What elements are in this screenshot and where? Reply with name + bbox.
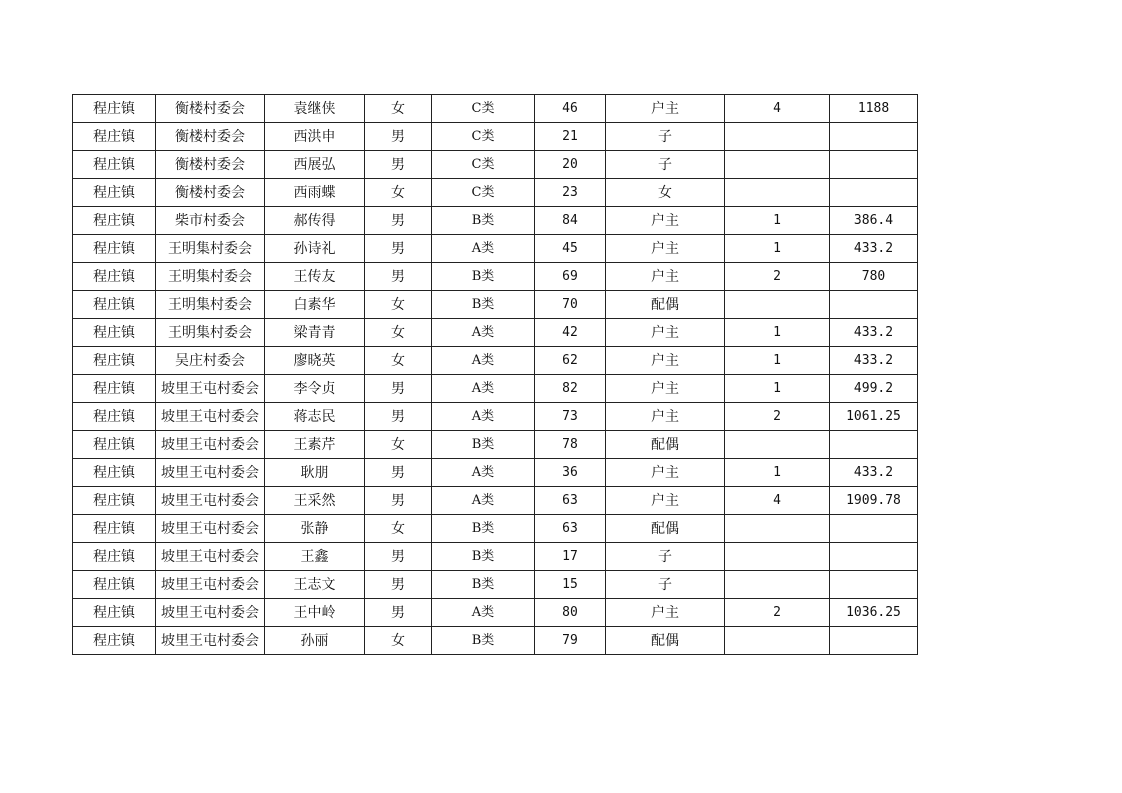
- category-cell[interactable]: B类: [432, 291, 535, 319]
- name-cell[interactable]: 西洪申: [265, 123, 365, 151]
- name-cell[interactable]: 张静: [265, 515, 365, 543]
- name-cell[interactable]: 王鑫: [265, 543, 365, 571]
- town-cell[interactable]: 程庄镇: [73, 95, 156, 123]
- name-cell[interactable]: 王中岭: [265, 599, 365, 627]
- town-cell[interactable]: 程庄镇: [73, 599, 156, 627]
- category-cell[interactable]: B类: [432, 431, 535, 459]
- amount-cell[interactable]: 1909.78: [830, 487, 918, 515]
- name-cell[interactable]: 王志文: [265, 571, 365, 599]
- gender-cell[interactable]: 男: [365, 487, 432, 515]
- gender-cell[interactable]: 男: [365, 403, 432, 431]
- relation-cell[interactable]: 配偶: [606, 515, 725, 543]
- name-cell[interactable]: 白素华: [265, 291, 365, 319]
- category-cell[interactable]: B类: [432, 515, 535, 543]
- village-cell[interactable]: 坡里王屯村委会: [156, 571, 265, 599]
- village-cell[interactable]: 王明集村委会: [156, 235, 265, 263]
- relation-cell[interactable]: 配偶: [606, 291, 725, 319]
- town-cell[interactable]: 程庄镇: [73, 291, 156, 319]
- town-cell[interactable]: 程庄镇: [73, 207, 156, 235]
- category-cell[interactable]: A类: [432, 403, 535, 431]
- amount-cell[interactable]: 1188: [830, 95, 918, 123]
- gender-cell[interactable]: 女: [365, 179, 432, 207]
- category-cell[interactable]: C类: [432, 151, 535, 179]
- amount-cell[interactable]: 386.4: [830, 207, 918, 235]
- name-cell[interactable]: 西雨蝶: [265, 179, 365, 207]
- gender-cell[interactable]: 女: [365, 627, 432, 655]
- age-cell[interactable]: 23: [535, 179, 606, 207]
- relation-cell[interactable]: 户主: [606, 95, 725, 123]
- age-cell[interactable]: 15: [535, 571, 606, 599]
- table-row: [73, 627, 918, 655]
- age-cell[interactable]: 36: [535, 459, 606, 487]
- age-cell[interactable]: 79: [535, 627, 606, 655]
- table-row: [73, 347, 918, 375]
- household-size-cell[interactable]: [725, 571, 830, 599]
- gender-cell[interactable]: 女: [365, 291, 432, 319]
- household-size-cell[interactable]: 4: [725, 487, 830, 515]
- name-cell[interactable]: 王素芹: [265, 431, 365, 459]
- household-size-cell[interactable]: 2: [725, 599, 830, 627]
- table-row: [73, 599, 918, 627]
- age-cell[interactable]: 73: [535, 403, 606, 431]
- age-cell[interactable]: 63: [535, 487, 606, 515]
- relation-cell[interactable]: 户主: [606, 375, 725, 403]
- village-cell[interactable]: 坡里王屯村委会: [156, 543, 265, 571]
- table-row: [73, 375, 918, 403]
- name-cell[interactable]: 孙丽: [265, 627, 365, 655]
- category-cell[interactable]: A类: [432, 375, 535, 403]
- town-cell[interactable]: 程庄镇: [73, 487, 156, 515]
- village-cell[interactable]: 衡楼村委会: [156, 95, 265, 123]
- household-size-cell[interactable]: [725, 627, 830, 655]
- category-cell[interactable]: C类: [432, 123, 535, 151]
- village-cell[interactable]: 坡里王屯村委会: [156, 403, 265, 431]
- roster-table: [72, 94, 918, 655]
- category-cell[interactable]: A类: [432, 459, 535, 487]
- name-cell[interactable]: 耿朋: [265, 459, 365, 487]
- amount-cell[interactable]: 433.2: [830, 235, 918, 263]
- age-cell[interactable]: 84: [535, 207, 606, 235]
- relation-cell[interactable]: 子: [606, 123, 725, 151]
- village-cell[interactable]: 坡里王屯村委会: [156, 431, 265, 459]
- category-cell[interactable]: B类: [432, 627, 535, 655]
- age-cell[interactable]: 70: [535, 291, 606, 319]
- village-cell[interactable]: 王明集村委会: [156, 263, 265, 291]
- village-cell[interactable]: 王明集村委会: [156, 291, 265, 319]
- gender-cell[interactable]: 男: [365, 375, 432, 403]
- town-cell[interactable]: 程庄镇: [73, 515, 156, 543]
- gender-cell[interactable]: 女: [365, 347, 432, 375]
- age-cell[interactable]: 82: [535, 375, 606, 403]
- amount-cell[interactable]: [830, 571, 918, 599]
- name-cell[interactable]: 西展弘: [265, 151, 365, 179]
- village-cell[interactable]: 坡里王屯村委会: [156, 515, 265, 543]
- village-cell[interactable]: 坡里王屯村委会: [156, 599, 265, 627]
- town-cell[interactable]: 程庄镇: [73, 263, 156, 291]
- amount-cell[interactable]: 433.2: [830, 347, 918, 375]
- amount-cell[interactable]: 780: [830, 263, 918, 291]
- age-cell[interactable]: 42: [535, 319, 606, 347]
- household-size-cell[interactable]: 2: [725, 403, 830, 431]
- relation-cell[interactable]: 女: [606, 179, 725, 207]
- name-cell[interactable]: 郝传得: [265, 207, 365, 235]
- amount-cell[interactable]: [830, 543, 918, 571]
- household-size-cell[interactable]: 1: [725, 319, 830, 347]
- household-size-cell[interactable]: [725, 123, 830, 151]
- gender-cell[interactable]: 男: [365, 235, 432, 263]
- relation-cell[interactable]: 配偶: [606, 431, 725, 459]
- age-cell[interactable]: 69: [535, 263, 606, 291]
- name-cell[interactable]: 王传友: [265, 263, 365, 291]
- table-row: [73, 207, 918, 235]
- town-cell[interactable]: 程庄镇: [73, 319, 156, 347]
- relation-cell[interactable]: 户主: [606, 263, 725, 291]
- town-cell[interactable]: 程庄镇: [73, 403, 156, 431]
- age-cell[interactable]: 45: [535, 235, 606, 263]
- village-cell[interactable]: 衡楼村委会: [156, 123, 265, 151]
- household-size-cell[interactable]: 1: [725, 207, 830, 235]
- gender-cell[interactable]: 男: [365, 571, 432, 599]
- town-cell[interactable]: 程庄镇: [73, 179, 156, 207]
- gender-cell[interactable]: 男: [365, 263, 432, 291]
- village-cell[interactable]: 衡楼村委会: [156, 179, 265, 207]
- name-cell[interactable]: 孙诗礼: [265, 235, 365, 263]
- village-cell[interactable]: 柴市村委会: [156, 207, 265, 235]
- relation-cell[interactable]: 户主: [606, 347, 725, 375]
- village-cell[interactable]: 坡里王屯村委会: [156, 459, 265, 487]
- table-row: [73, 431, 918, 459]
- amount-cell[interactable]: 433.2: [830, 319, 918, 347]
- town-cell[interactable]: 程庄镇: [73, 347, 156, 375]
- town-cell[interactable]: 程庄镇: [73, 459, 156, 487]
- roster-body: [73, 95, 918, 655]
- amount-cell[interactable]: 1061.25: [830, 403, 918, 431]
- relation-cell[interactable]: 户主: [606, 207, 725, 235]
- amount-cell[interactable]: [830, 179, 918, 207]
- amount-cell[interactable]: [830, 291, 918, 319]
- gender-cell[interactable]: 男: [365, 123, 432, 151]
- town-cell[interactable]: 程庄镇: [73, 151, 156, 179]
- table-row: [73, 123, 918, 151]
- town-cell[interactable]: 程庄镇: [73, 431, 156, 459]
- table-row: [73, 291, 918, 319]
- gender-cell[interactable]: 女: [365, 431, 432, 459]
- table-row: [73, 403, 918, 431]
- relation-cell[interactable]: 子: [606, 571, 725, 599]
- amount-cell[interactable]: 499.2: [830, 375, 918, 403]
- age-cell[interactable]: 17: [535, 543, 606, 571]
- table-row: [73, 235, 918, 263]
- gender-cell[interactable]: 女: [365, 319, 432, 347]
- gender-cell[interactable]: 男: [365, 207, 432, 235]
- table-row: [73, 487, 918, 515]
- relation-cell[interactable]: 户主: [606, 599, 725, 627]
- age-cell[interactable]: 63: [535, 515, 606, 543]
- gender-cell[interactable]: 男: [365, 599, 432, 627]
- household-size-cell[interactable]: [725, 431, 830, 459]
- amount-cell[interactable]: [830, 431, 918, 459]
- household-size-cell[interactable]: [725, 543, 830, 571]
- gender-cell[interactable]: 男: [365, 543, 432, 571]
- category-cell[interactable]: B类: [432, 263, 535, 291]
- relation-cell[interactable]: 户主: [606, 403, 725, 431]
- category-cell[interactable]: A类: [432, 235, 535, 263]
- table-row: [73, 263, 918, 291]
- table-row: [73, 151, 918, 179]
- village-cell[interactable]: 坡里王屯村委会: [156, 375, 265, 403]
- table-row: [73, 515, 918, 543]
- relation-cell[interactable]: 户主: [606, 487, 725, 515]
- category-cell[interactable]: A类: [432, 347, 535, 375]
- household-size-cell[interactable]: 1: [725, 347, 830, 375]
- category-cell[interactable]: B类: [432, 207, 535, 235]
- town-cell[interactable]: 程庄镇: [73, 627, 156, 655]
- category-cell[interactable]: B类: [432, 543, 535, 571]
- table-row: [73, 459, 918, 487]
- relation-cell[interactable]: 户主: [606, 319, 725, 347]
- category-cell[interactable]: C类: [432, 95, 535, 123]
- category-cell[interactable]: B类: [432, 571, 535, 599]
- gender-cell[interactable]: 女: [365, 515, 432, 543]
- table-row: [73, 179, 918, 207]
- town-cell[interactable]: 程庄镇: [73, 123, 156, 151]
- town-cell[interactable]: 程庄镇: [73, 571, 156, 599]
- amount-cell[interactable]: [830, 123, 918, 151]
- gender-cell[interactable]: 男: [365, 459, 432, 487]
- village-cell[interactable]: 王明集村委会: [156, 319, 265, 347]
- age-cell[interactable]: 80: [535, 599, 606, 627]
- name-cell[interactable]: 廖晓英: [265, 347, 365, 375]
- household-size-cell[interactable]: 2: [725, 263, 830, 291]
- category-cell[interactable]: C类: [432, 179, 535, 207]
- gender-cell[interactable]: 男: [365, 151, 432, 179]
- household-size-cell[interactable]: 4: [725, 95, 830, 123]
- age-cell[interactable]: 46: [535, 95, 606, 123]
- category-cell[interactable]: A类: [432, 487, 535, 515]
- town-cell[interactable]: 程庄镇: [73, 235, 156, 263]
- category-cell[interactable]: A类: [432, 319, 535, 347]
- amount-cell[interactable]: [830, 151, 918, 179]
- name-cell[interactable]: 蒋志民: [265, 403, 365, 431]
- household-size-cell[interactable]: 1: [725, 459, 830, 487]
- age-cell[interactable]: 21: [535, 123, 606, 151]
- name-cell[interactable]: 袁继侠: [265, 95, 365, 123]
- age-cell[interactable]: 20: [535, 151, 606, 179]
- name-cell[interactable]: 李令贞: [265, 375, 365, 403]
- category-cell[interactable]: A类: [432, 599, 535, 627]
- household-size-cell[interactable]: [725, 515, 830, 543]
- village-cell[interactable]: 衡楼村委会: [156, 151, 265, 179]
- table-row: [73, 571, 918, 599]
- table-row: [73, 319, 918, 347]
- household-size-cell[interactable]: 1: [725, 375, 830, 403]
- household-size-cell[interactable]: 1: [725, 235, 830, 263]
- household-size-cell[interactable]: [725, 151, 830, 179]
- household-size-cell[interactable]: [725, 179, 830, 207]
- town-cell[interactable]: 程庄镇: [73, 375, 156, 403]
- table-row: [73, 95, 918, 123]
- name-cell[interactable]: 王采然: [265, 487, 365, 515]
- household-size-cell[interactable]: [725, 291, 830, 319]
- relation-cell[interactable]: 配偶: [606, 627, 725, 655]
- village-cell[interactable]: 坡里王屯村委会: [156, 627, 265, 655]
- relation-cell[interactable]: 户主: [606, 235, 725, 263]
- age-cell[interactable]: 78: [535, 431, 606, 459]
- spreadsheet-page: [72, 94, 918, 655]
- relation-cell[interactable]: 子: [606, 151, 725, 179]
- village-cell[interactable]: 坡里王屯村委会: [156, 487, 265, 515]
- town-cell[interactable]: 程庄镇: [73, 543, 156, 571]
- relation-cell[interactable]: 子: [606, 543, 725, 571]
- gender-cell[interactable]: 女: [365, 95, 432, 123]
- name-cell[interactable]: 梁青青: [265, 319, 365, 347]
- amount-cell[interactable]: 1036.25: [830, 599, 918, 627]
- amount-cell[interactable]: [830, 515, 918, 543]
- village-cell[interactable]: 吴庄村委会: [156, 347, 265, 375]
- age-cell[interactable]: 62: [535, 347, 606, 375]
- table-row: [73, 543, 918, 571]
- amount-cell[interactable]: [830, 627, 918, 655]
- amount-cell[interactable]: 433.2: [830, 459, 918, 487]
- relation-cell[interactable]: 户主: [606, 459, 725, 487]
